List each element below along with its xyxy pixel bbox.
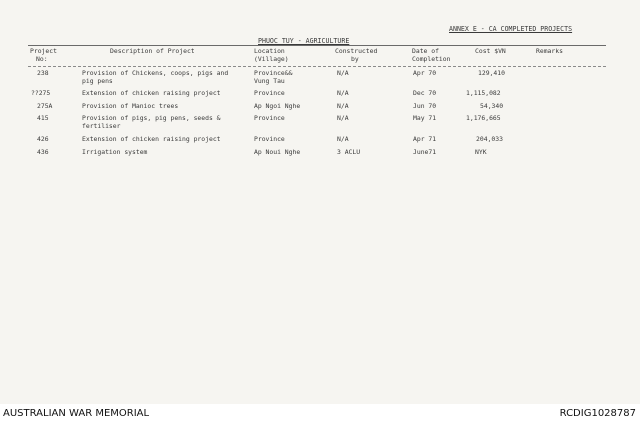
header-location: Location (Village) <box>254 47 289 63</box>
constructed-by: N/A <box>337 69 349 77</box>
constructed-by: 3 ACLU <box>337 148 361 156</box>
constructed-by: N/A <box>337 114 349 122</box>
cost: 129,410 <box>478 69 505 77</box>
description: Extension of chicken raising project <box>82 135 221 143</box>
project-no: 238 <box>37 69 49 77</box>
completion-date: Dec 70 <box>413 89 437 97</box>
description: Provision of Chickens, coops, pigs and pig pens <box>82 69 229 85</box>
completion-date: Apr 71 <box>413 135 437 143</box>
completion-date: Jun 70 <box>413 102 437 110</box>
description: Irrigation system <box>82 148 148 156</box>
annex-title: ANNEX E - CA COMPLETED PROJECTS <box>449 25 573 33</box>
completion-date: Apr 70 <box>413 69 437 77</box>
description: Provision of Manioc trees <box>82 102 179 110</box>
constructed-by: N/A <box>337 89 349 97</box>
completion-date: May 71 <box>413 114 437 122</box>
cost: 54,340 <box>480 102 504 110</box>
footer-record-id: RCDIG1028787 <box>559 408 636 419</box>
archive-footer <box>0 404 640 422</box>
location: Ap Ngoi Nghe <box>254 102 301 110</box>
header-constructed: Constructed by <box>335 47 378 63</box>
description: Extension of chicken raising project <box>82 89 221 97</box>
project-no: 275A <box>37 102 53 110</box>
section-title: PHUOC TUY - AGRICULTURE <box>258 37 350 45</box>
project-no: 436 <box>37 148 49 156</box>
location: Province&& Vung Tau <box>254 69 293 85</box>
project-no: 415 <box>37 114 49 122</box>
header-cost: Cost $VN <box>475 47 506 55</box>
cost: NYK <box>475 148 487 156</box>
location: Ap Noui Nghe <box>254 148 301 156</box>
constructed-by: N/A <box>337 102 349 110</box>
cost: 1,176,665 <box>466 114 501 122</box>
location: Province <box>254 89 285 97</box>
header-remarks: Remarks <box>536 47 563 55</box>
project-no: ??275 <box>31 89 51 97</box>
description: Provision of pigs, pig pens, seeds & fertiliser <box>82 114 221 130</box>
constructed-by: N/A <box>337 135 349 143</box>
location: Province <box>254 135 285 143</box>
cost: 204,033 <box>476 135 503 143</box>
header-top-rule <box>28 45 606 46</box>
cost: 1,115,082 <box>466 89 501 97</box>
header-bottom-rule <box>28 66 606 67</box>
location: Province <box>254 114 285 122</box>
header-description: Description of Project <box>110 47 195 55</box>
footer-institution: AUSTRALIAN WAR MEMORIAL <box>3 408 150 419</box>
header-project-no: Project No: <box>30 47 57 63</box>
project-no: 426 <box>37 135 49 143</box>
completion-date: June71 <box>413 148 437 156</box>
header-date: Date of Completion <box>412 47 451 63</box>
